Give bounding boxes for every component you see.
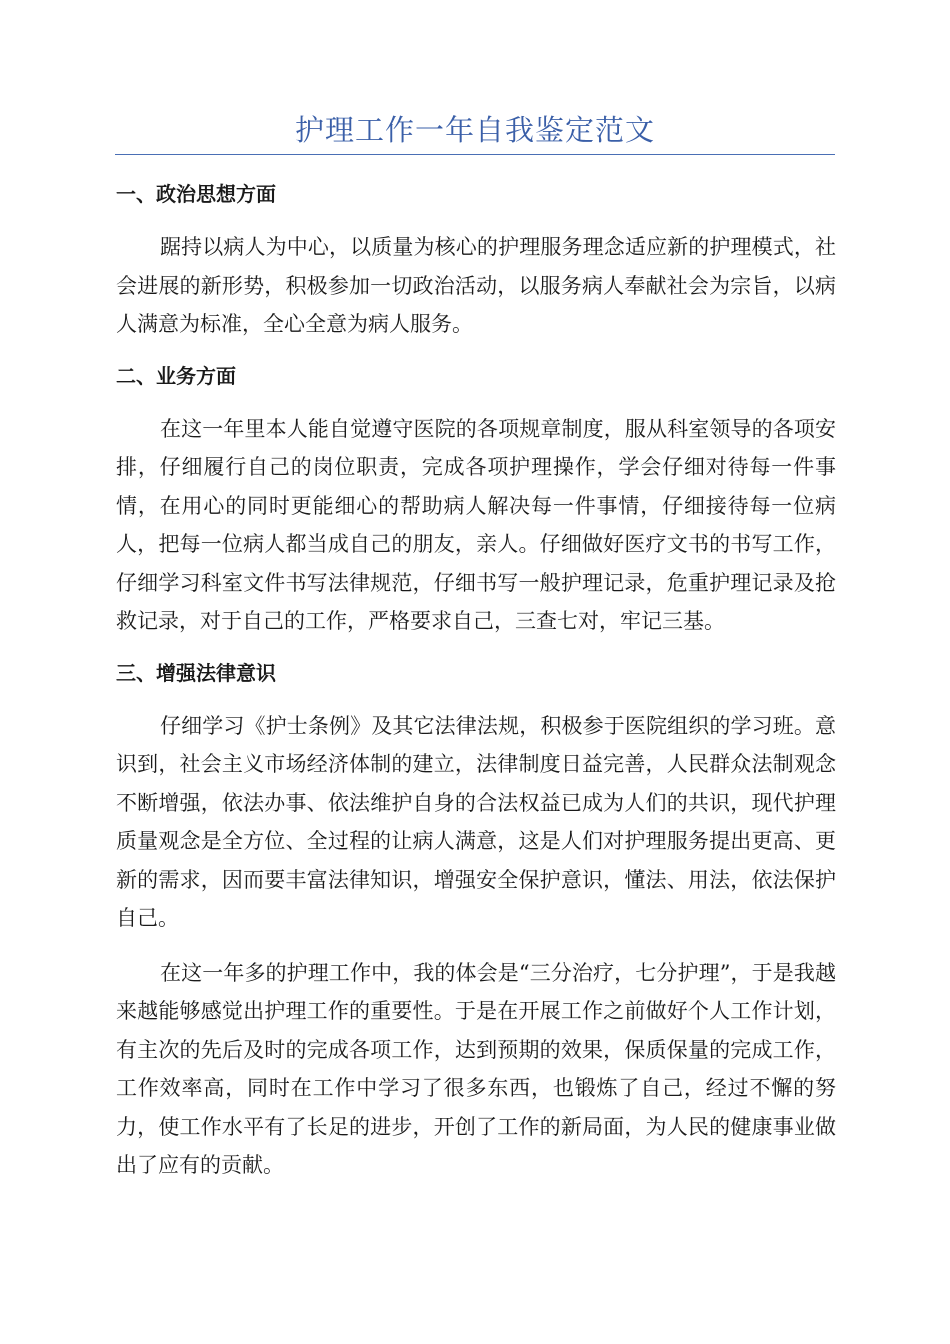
document-body xyxy=(116,178,836,1201)
section-heading: 三、增强法律意识 xyxy=(116,660,276,685)
section-political-thought xyxy=(116,178,836,344)
section-paragraph: 踞持以病人为中心，以质量为核心的护理服务理念适应新的护理模式，社会进展的新形势，积极参加一切政治活动，以服务病人奉献社会为宗旨，以病人满意为标准，全心全意为病人服务。 xyxy=(116,235,836,336)
title-underline xyxy=(115,154,835,155)
section-heading: 一、政治思想方面 xyxy=(116,182,276,206)
section-paragraph: 在这一年多的护理工作中，我的体会是“三分治疗，七分护理”，于是我越来越能够感觉出护理工作的重要性。于是在开展工作之前做好个人工作计划，有主次的先后及时的完成各项工作，达到预期的效果，保质保量的完成工作，工作效率高，同时在工作中学习了很多东西，也锻炼了自己，经过不懈的努力，使工作水平有了长足的进步，开创了工作的新局面，为人民的健康事业做出了应有的贡献。 xyxy=(116,960,836,1177)
section-paragraph: 仔细学习《护士条例》及其它法律法规，积极参于医院组织的学习班。意识到，社会主义市场经济体制的建立，法律制度日益完善，人民群众法制观念不断增强，依法办事、依法维护自身的合法权益已成为人们的共识，现代护理质量观念是全方位、全过程的让病人满意，这是人们对护理服务提出更高、更新的需求，因而要丰富法律知识，增强安全保护意识，懂法、用法，依法保护自己。 xyxy=(116,713,836,930)
section-legal-awareness xyxy=(116,657,836,1185)
section-paragraph: 在这一年里本人能自觉遵守医院的各项规章制度，服从科室领导的各项安排，仔细履行自己的岗位职责，完成各项护理操作，学会仔细对待每一件事情，在用心的同时更能细心的帮助病人解决每一件事情，仔细接待每一位病人，把每一位病人都当成自己的朋友，亲人。仔细做好医疗文书的书写工作，仔细学习科室文件书写法律规范，仔细书写一般护理记录，危重护理记录及抢救记录，对于自己的工作，严格要求自己，三查七对，牢记三基。 xyxy=(116,416,836,633)
section-professional-work xyxy=(116,360,836,641)
section-heading: 二、业务方面 xyxy=(116,363,236,388)
document-title: 护理工作一年自我鉴定范文 xyxy=(294,113,655,147)
